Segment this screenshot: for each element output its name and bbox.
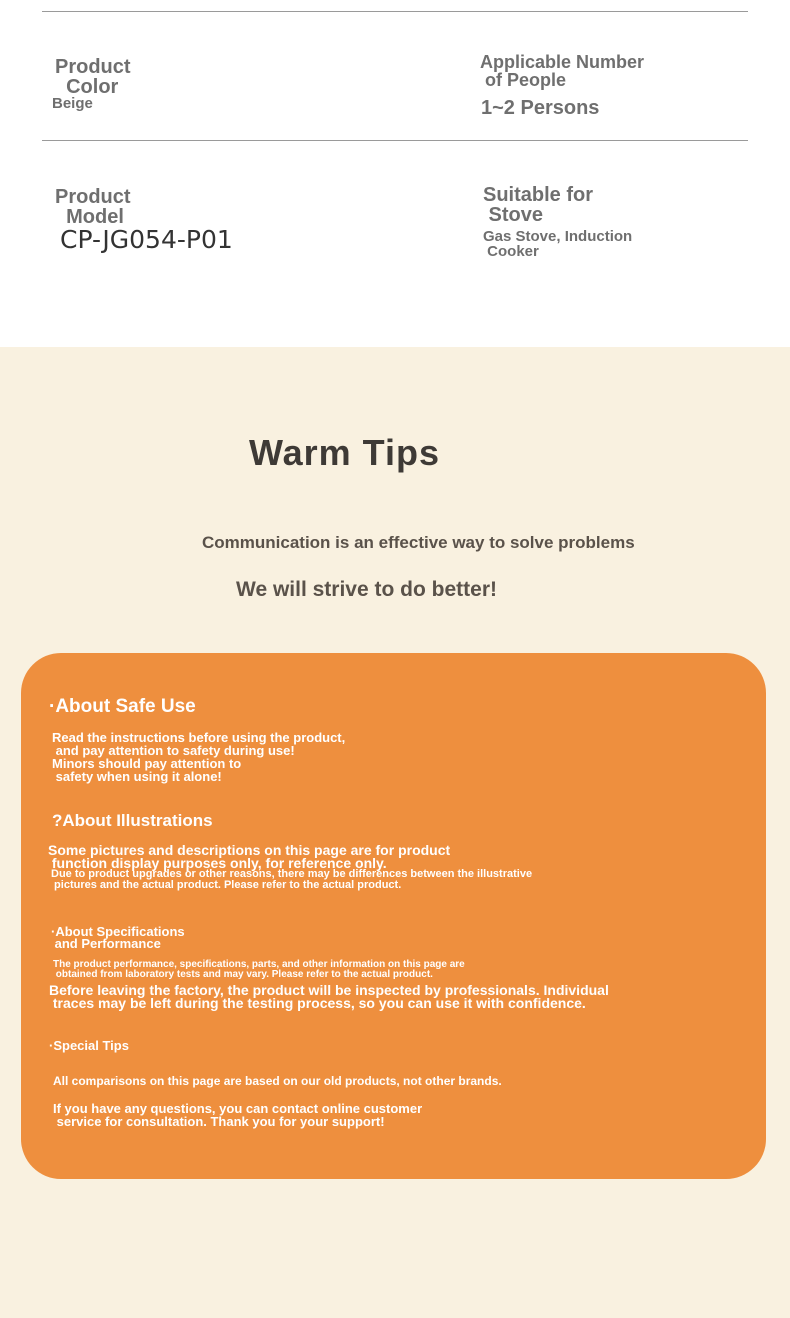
stove-label: Suitable for Stove xyxy=(483,184,594,226)
product-color-value: Beige xyxy=(52,95,93,112)
safe-use-text-2: Minors should pay attention to safety when using it alone! xyxy=(52,756,242,784)
divider-top xyxy=(42,11,748,12)
people-label: Applicable Number of People xyxy=(480,52,645,90)
product-model-label: Product Model xyxy=(55,186,131,228)
people-value: 1~2 Persons xyxy=(481,97,600,119)
product-model-value: CP-JG054-P01 xyxy=(60,225,233,254)
warm-tips-title: Warm Tips xyxy=(249,432,441,473)
illustrations-text-2: Due to product upgrades or other reasons, there may be differences between the illustrative pictures and the actual product. Please refer to the actual product. xyxy=(51,868,533,891)
tips-line-strive: We will strive to do better! xyxy=(236,578,497,601)
specifications-heading: ·About Specifications and Performance xyxy=(51,924,185,951)
illustrations-heading: ?About Illustrations xyxy=(52,811,213,830)
product-color-label: Product Color xyxy=(55,56,131,98)
special-tips-heading: ·Special Tips xyxy=(49,1038,129,1053)
stove-value: Gas Stove, Induction Cooker xyxy=(483,228,633,260)
safe-use-heading: ·About Safe Use xyxy=(49,696,196,717)
special-tips-text-1: All comparisons on this page are based on our old products, not other brands. xyxy=(53,1074,502,1088)
safe-use-text-1: Read the instructions before using the product, and pay attention to safety during use! xyxy=(52,730,346,758)
tips-line-communication: Communication is an effective way to solve problems xyxy=(202,533,635,552)
specifications-text-2: Before leaving the factory, the product will be inspected by professionals. Individual traces may be left during the testing process, so you can use it with confidence. xyxy=(49,982,609,1011)
divider-middle xyxy=(42,140,748,141)
specifications-text-1: The product performance, specifications, parts, and other information on this page are obtained from laboratory tests and may vary. Please refer to the actual product. xyxy=(53,959,465,980)
illustrations-text-1: Some pictures and descriptions on this page are for product function display purposes only, for reference only. xyxy=(48,842,451,871)
special-tips-text-2: If you have any questions, you can contact online customer service for consultation. Thank you for your support! xyxy=(53,1101,423,1129)
